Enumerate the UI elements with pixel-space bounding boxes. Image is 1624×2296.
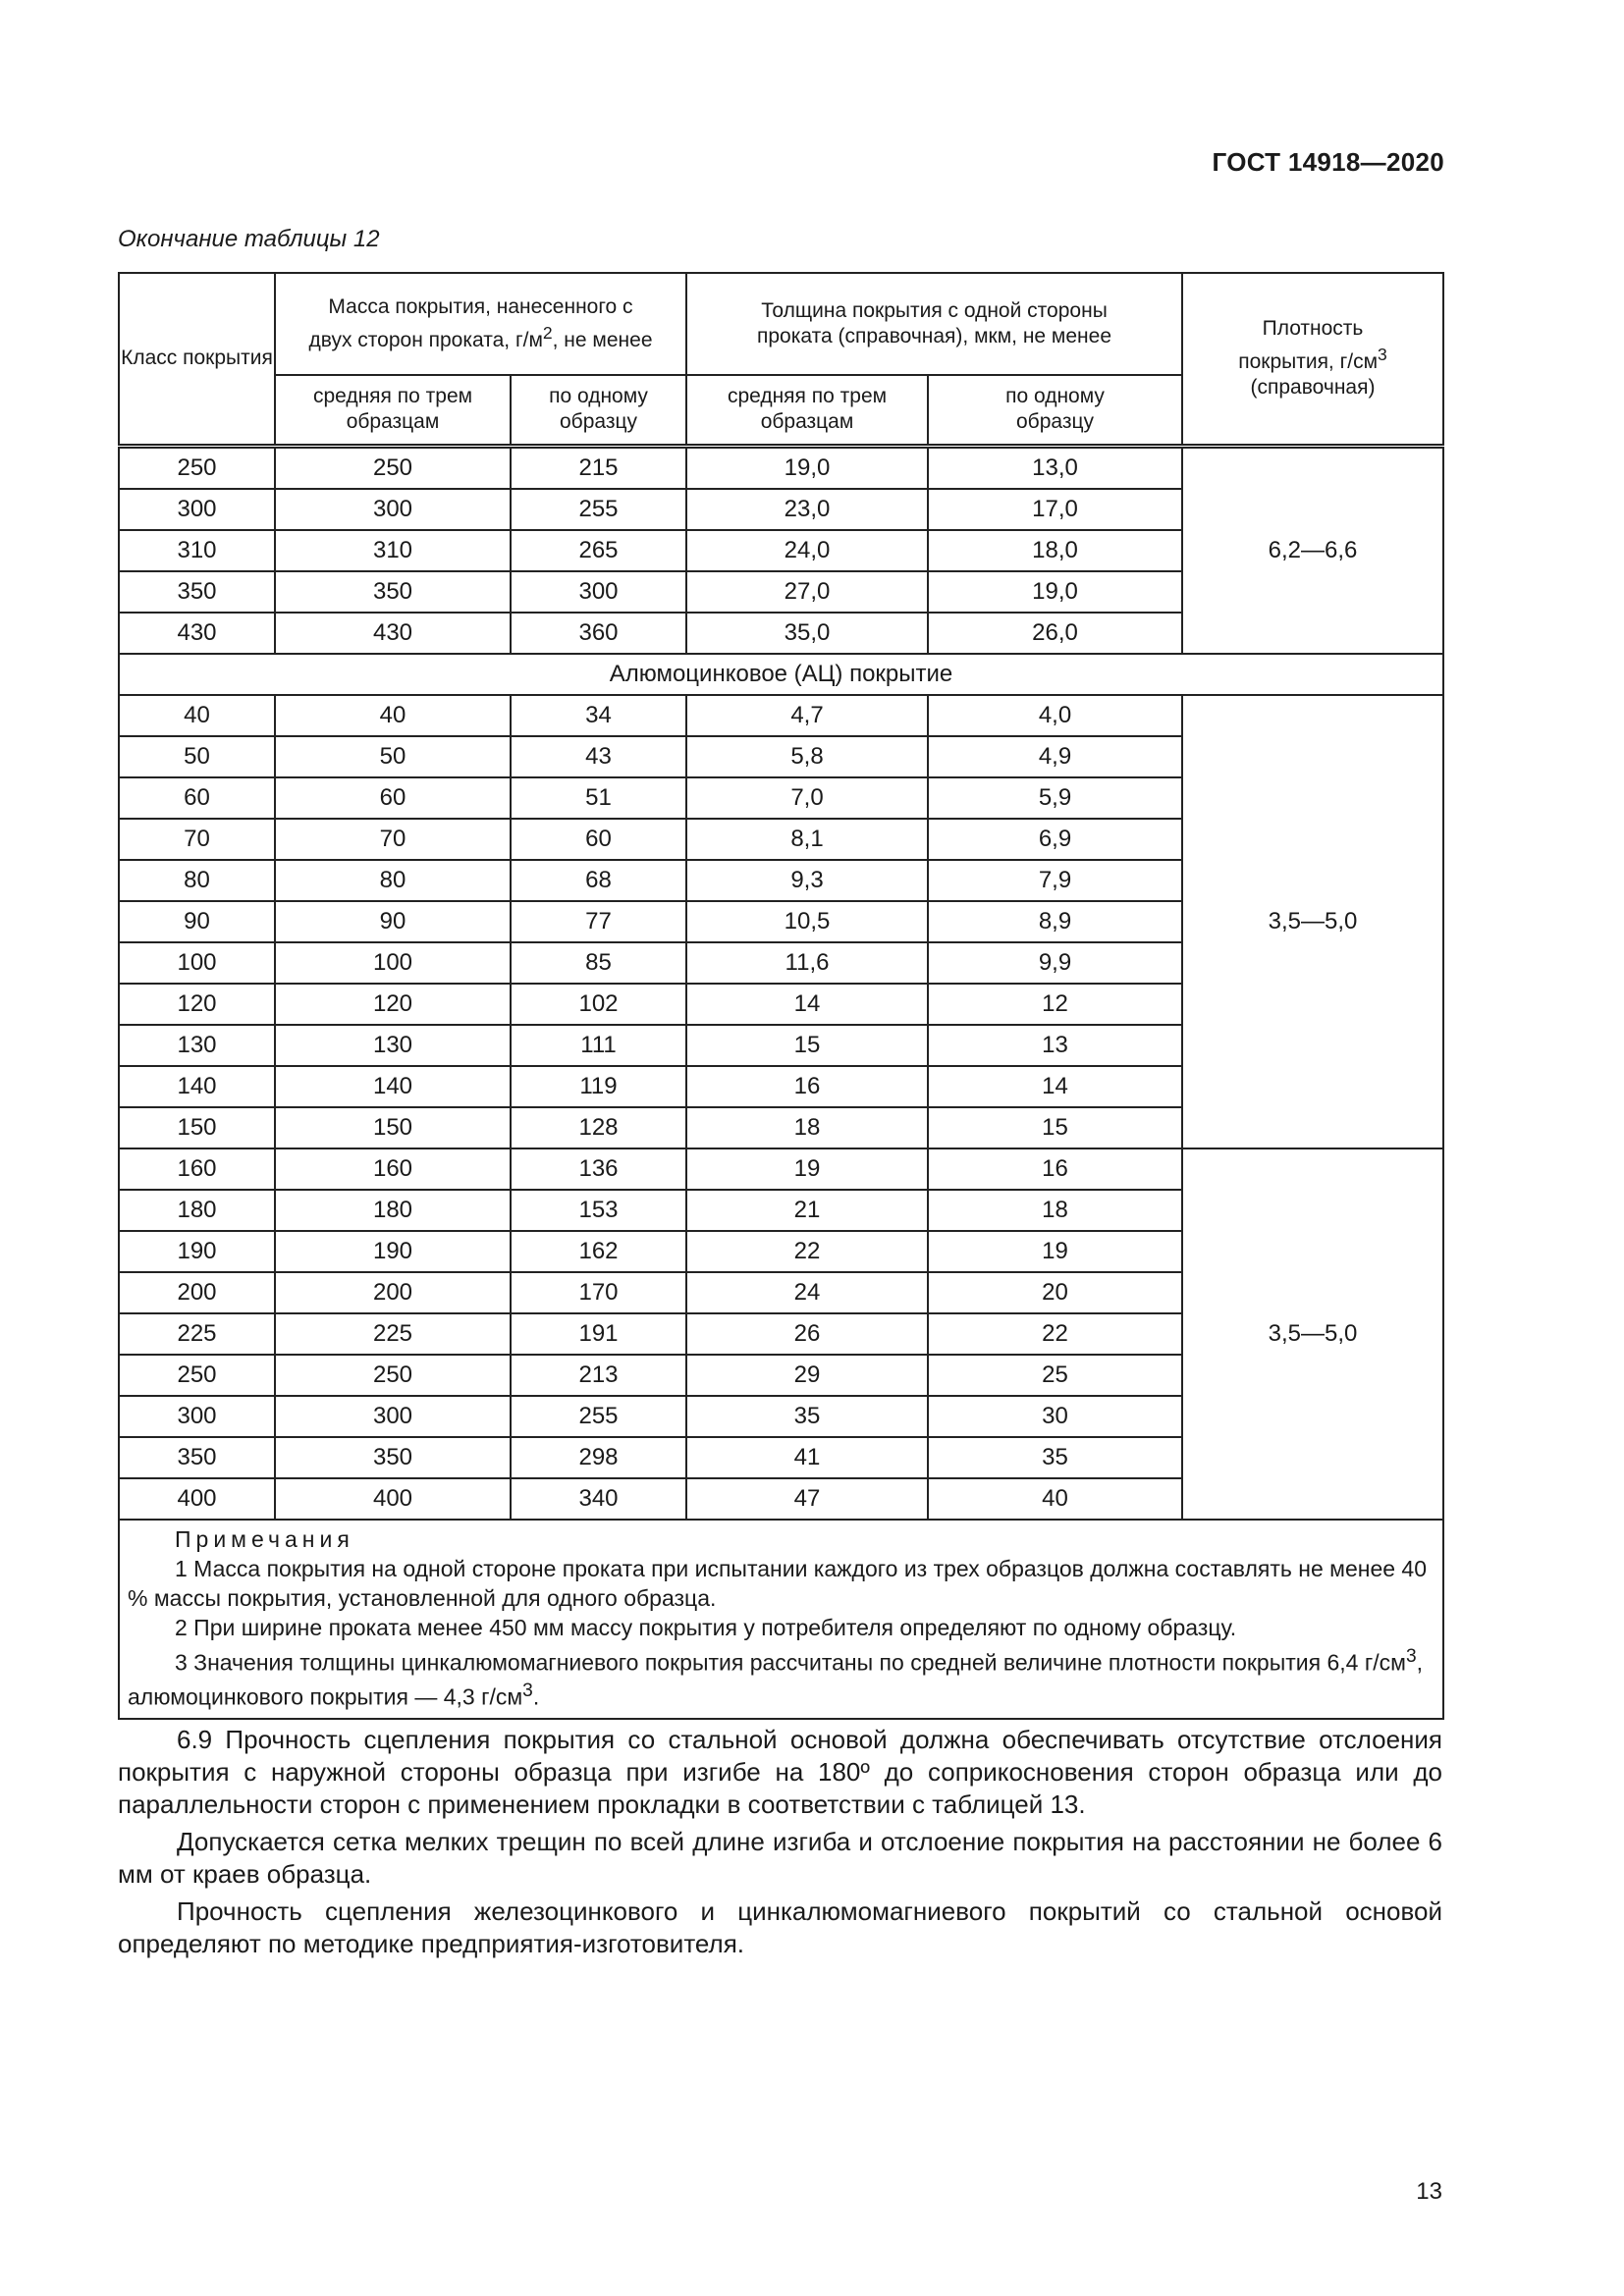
header-density-tail: (справочная) [1250, 376, 1376, 400]
table-cell: 19,0 [686, 446, 928, 489]
table-cell: 140 [275, 1066, 511, 1107]
table-cell: 40 [119, 695, 275, 736]
note-3-text-b: , алюмоцинкового покрытия — 4,3 г/см [128, 1649, 1423, 1710]
table-cell: 60 [511, 819, 686, 860]
subheader-mass-avg [275, 375, 511, 446]
header-mass-tail: , не менее [552, 329, 653, 351]
table-cell: 40 [275, 695, 511, 736]
table-cell: 6,9 [928, 819, 1182, 860]
table-cell: 200 [119, 1272, 275, 1313]
note-2: 2 При ширине проката менее 450 мм массу покрытия у потребителя определяют по одному образцу. [175, 1614, 1237, 1640]
table-cell: 26,0 [928, 613, 1182, 654]
subheader-thickness-one [928, 375, 1182, 446]
header-density-label: Плотность покрытия, г/см [1238, 317, 1379, 374]
table-cell: 400 [275, 1478, 511, 1520]
table-cell: 170 [511, 1272, 686, 1313]
table-cell: 300 [275, 1396, 511, 1437]
table-cell: 12 [928, 984, 1182, 1025]
table-body [119, 446, 1443, 1719]
density-cell: 6,2—6,6 [1182, 446, 1443, 654]
table-cell: 400 [119, 1478, 275, 1520]
table-cell: 17,0 [928, 489, 1182, 530]
table-cell: 47 [686, 1478, 928, 1520]
header-thickness [686, 273, 1182, 375]
table-cell: 191 [511, 1313, 686, 1355]
table-cell: 5,9 [928, 777, 1182, 819]
table-cell: 120 [275, 984, 511, 1025]
table-cell: 80 [275, 860, 511, 901]
subheader-label: средняя по трем образцам [312, 385, 473, 434]
table-cell: 300 [119, 489, 275, 530]
table-cell: 4,7 [686, 695, 928, 736]
table-cell: 40 [928, 1478, 1182, 1520]
table-cell: 43 [511, 736, 686, 777]
table-cell: 25 [928, 1355, 1182, 1396]
table-cell: 225 [119, 1313, 275, 1355]
table-cell: 160 [119, 1148, 275, 1190]
table-cell: 15 [686, 1025, 928, 1066]
coating-table [118, 272, 1444, 1720]
table-cell: 140 [119, 1066, 275, 1107]
table-cell: 22 [686, 1231, 928, 1272]
table-cell: 250 [119, 446, 275, 489]
table-cell: 225 [275, 1313, 511, 1355]
table-cell: 90 [275, 901, 511, 942]
header-mass [275, 273, 686, 375]
table-cell: 7,0 [686, 777, 928, 819]
density-cell: 3,5—5,0 [1182, 1148, 1443, 1520]
table-cell: 22 [928, 1313, 1182, 1355]
table-cell: 255 [511, 1396, 686, 1437]
table-cell: 250 [119, 1355, 275, 1396]
table-cell: 300 [511, 571, 686, 613]
note-3-sup-1: 3 [1405, 1645, 1417, 1667]
table-cell: 35 [686, 1396, 928, 1437]
table-cell: 350 [119, 1437, 275, 1478]
section-row [119, 654, 1443, 695]
note-1: 1 Масса покрытия на одной стороне проката при испытании каждого из трех образцов должна составлять не менее 40 % массы покрытия, установленной для одного образца. [128, 1555, 1427, 1611]
table-cell: 5,8 [686, 736, 928, 777]
table-cell: 350 [275, 1437, 511, 1478]
table-cell: 215 [511, 446, 686, 489]
table-cell: 180 [275, 1190, 511, 1231]
table-cell: 29 [686, 1355, 928, 1396]
table-cell: 16 [928, 1148, 1182, 1190]
paragraph-6-9: 6.9 Прочность сцепления покрытия со стальной основой должна обеспечивать отсутствие отслоения покрытия с наружной стороны образца при изгибе на 180º до соприкосновения сторон образца или до параллельности сторон с применением прокладки в соответствии с таблицей 13. [118, 1725, 1442, 1819]
header-density [1182, 273, 1443, 446]
table-cell: 150 [119, 1107, 275, 1148]
table-cell: 7,9 [928, 860, 1182, 901]
subheader-mass-one [511, 375, 686, 446]
table-cell: 100 [119, 942, 275, 984]
table-cell: 255 [511, 489, 686, 530]
table-cell: 11,6 [686, 942, 928, 984]
table-cell: 250 [275, 1355, 511, 1396]
table-cell: 60 [119, 777, 275, 819]
table-cell: 9,3 [686, 860, 928, 901]
table-cell: 9,9 [928, 942, 1182, 984]
table-cell: 80 [119, 860, 275, 901]
note-3-text-a: 3 Значения толщины цинкалюмомагниевого покрытия рассчитаны по средней величине плотности покрытия 6,4 г/см [175, 1649, 1406, 1676]
table-cell: 15 [928, 1107, 1182, 1148]
table-cell: 51 [511, 777, 686, 819]
table-cell: 180 [119, 1190, 275, 1231]
table-cell: 26 [686, 1313, 928, 1355]
table-cell: 27,0 [686, 571, 928, 613]
table-cell: 34 [511, 695, 686, 736]
table-cell: 160 [275, 1148, 511, 1190]
table-cell: 300 [275, 489, 511, 530]
page-number: 13 [1416, 2178, 1442, 2205]
note-3-text-c: . [532, 1683, 540, 1710]
table-cell: 41 [686, 1437, 928, 1478]
table-cell: 130 [119, 1025, 275, 1066]
table-cell: 10,5 [686, 901, 928, 942]
table-cell: 21 [686, 1190, 928, 1231]
table-cell: 340 [511, 1478, 686, 1520]
subheader-label: по одному образцу [549, 385, 648, 434]
table-cell: 68 [511, 860, 686, 901]
table-cell: 128 [511, 1107, 686, 1148]
table-cell: 35 [928, 1437, 1182, 1478]
table-cell: 70 [275, 819, 511, 860]
table-caption: Окончание таблицы 12 [118, 226, 380, 252]
standard-designation: ГОСТ 14918—2020 [1212, 147, 1444, 177]
table-cell: 85 [511, 942, 686, 984]
table-cell: 13 [928, 1025, 1182, 1066]
table-cell: 150 [275, 1107, 511, 1148]
table-cell: 310 [275, 530, 511, 571]
table-cell: 100 [275, 942, 511, 984]
table-cell: 4,0 [928, 695, 1182, 736]
table-cell: 19 [686, 1148, 928, 1190]
header-density-sup: 3 [1378, 345, 1387, 365]
table-cell: 70 [119, 819, 275, 860]
header-mass-label: Масса покрытия, нанесенного с двух сторон проката, г/м [308, 295, 633, 351]
table-cell: 190 [119, 1231, 275, 1272]
table-cell: 20 [928, 1272, 1182, 1313]
subheader-thickness-avg [686, 375, 928, 446]
paragraph-adhesion-method: Прочность сцепления железоцинкового и цинкалюмомагниевого покрытий со стальной основой определяют по методике предприятия-изготовителя. [118, 1896, 1442, 1958]
table-cell: 102 [511, 984, 686, 1025]
table-cell: 111 [511, 1025, 686, 1066]
table-row [119, 695, 1443, 736]
table-cell: 136 [511, 1148, 686, 1190]
note-3 [128, 1642, 1433, 1712]
table-cell: 19,0 [928, 571, 1182, 613]
table-cell: 23,0 [686, 489, 928, 530]
body-text [118, 1724, 1442, 1960]
table-cell: 430 [275, 613, 511, 654]
table-row [119, 446, 1443, 489]
table-cell: 50 [119, 736, 275, 777]
table-cell: 18 [928, 1190, 1182, 1231]
table-cell: 16 [686, 1066, 928, 1107]
table-cell: 18 [686, 1107, 928, 1148]
table-cell: 24,0 [686, 530, 928, 571]
table-cell: 13,0 [928, 446, 1182, 489]
table-cell: 4,9 [928, 736, 1182, 777]
table-cell: 24 [686, 1272, 928, 1313]
table-cell: 90 [119, 901, 275, 942]
table-cell: 213 [511, 1355, 686, 1396]
notes-title: Примечания [175, 1525, 354, 1552]
table-cell: 350 [119, 571, 275, 613]
table-cell: 130 [275, 1025, 511, 1066]
table-cell: 35,0 [686, 613, 928, 654]
subheader-label: средняя по трем образцам [727, 385, 888, 434]
header-class-label: Класс покрытия [121, 347, 273, 370]
section-title-aluzinc: Алюмоцинковое (АЦ) покрытие [119, 654, 1443, 695]
table-cell: 360 [511, 613, 686, 654]
table-cell: 310 [119, 530, 275, 571]
table-cell: 430 [119, 613, 275, 654]
table-cell: 250 [275, 446, 511, 489]
table-cell: 162 [511, 1231, 686, 1272]
header-class [119, 273, 275, 446]
table-cell: 60 [275, 777, 511, 819]
table-cell: 50 [275, 736, 511, 777]
table-cell: 14 [686, 984, 928, 1025]
subheader-label: по одному образцу [1005, 385, 1105, 434]
table-cell: 200 [275, 1272, 511, 1313]
table-cell: 298 [511, 1437, 686, 1478]
table-cell: 120 [119, 984, 275, 1025]
density-cell: 3,5—5,0 [1182, 695, 1443, 1148]
table-cell: 18,0 [928, 530, 1182, 571]
table-cell: 30 [928, 1396, 1182, 1437]
table-cell: 119 [511, 1066, 686, 1107]
notes-row [119, 1520, 1443, 1719]
table-cell: 300 [119, 1396, 275, 1437]
header-thickness-label: Толщина покрытия с одной стороны проката (справочная), мкм, не менее [756, 299, 1112, 347]
table-cell: 265 [511, 530, 686, 571]
table-cell: 19 [928, 1231, 1182, 1272]
notes-cell [119, 1520, 1443, 1719]
table-cell: 190 [275, 1231, 511, 1272]
table-cell: 77 [511, 901, 686, 942]
table-cell: 153 [511, 1190, 686, 1231]
table-cell: 350 [275, 571, 511, 613]
note-3-sup-2: 3 [522, 1681, 533, 1702]
table-row [119, 1148, 1443, 1190]
paragraph-cracks: Допускается сетка мелких трещин по всей длине изгиба и отслоение покрытия на расстоянии не более 6 мм от краев образца. [118, 1827, 1442, 1889]
header-mass-sup: 2 [542, 323, 553, 343]
table-cell: 8,1 [686, 819, 928, 860]
table-cell: 8,9 [928, 901, 1182, 942]
table-cell: 14 [928, 1066, 1182, 1107]
